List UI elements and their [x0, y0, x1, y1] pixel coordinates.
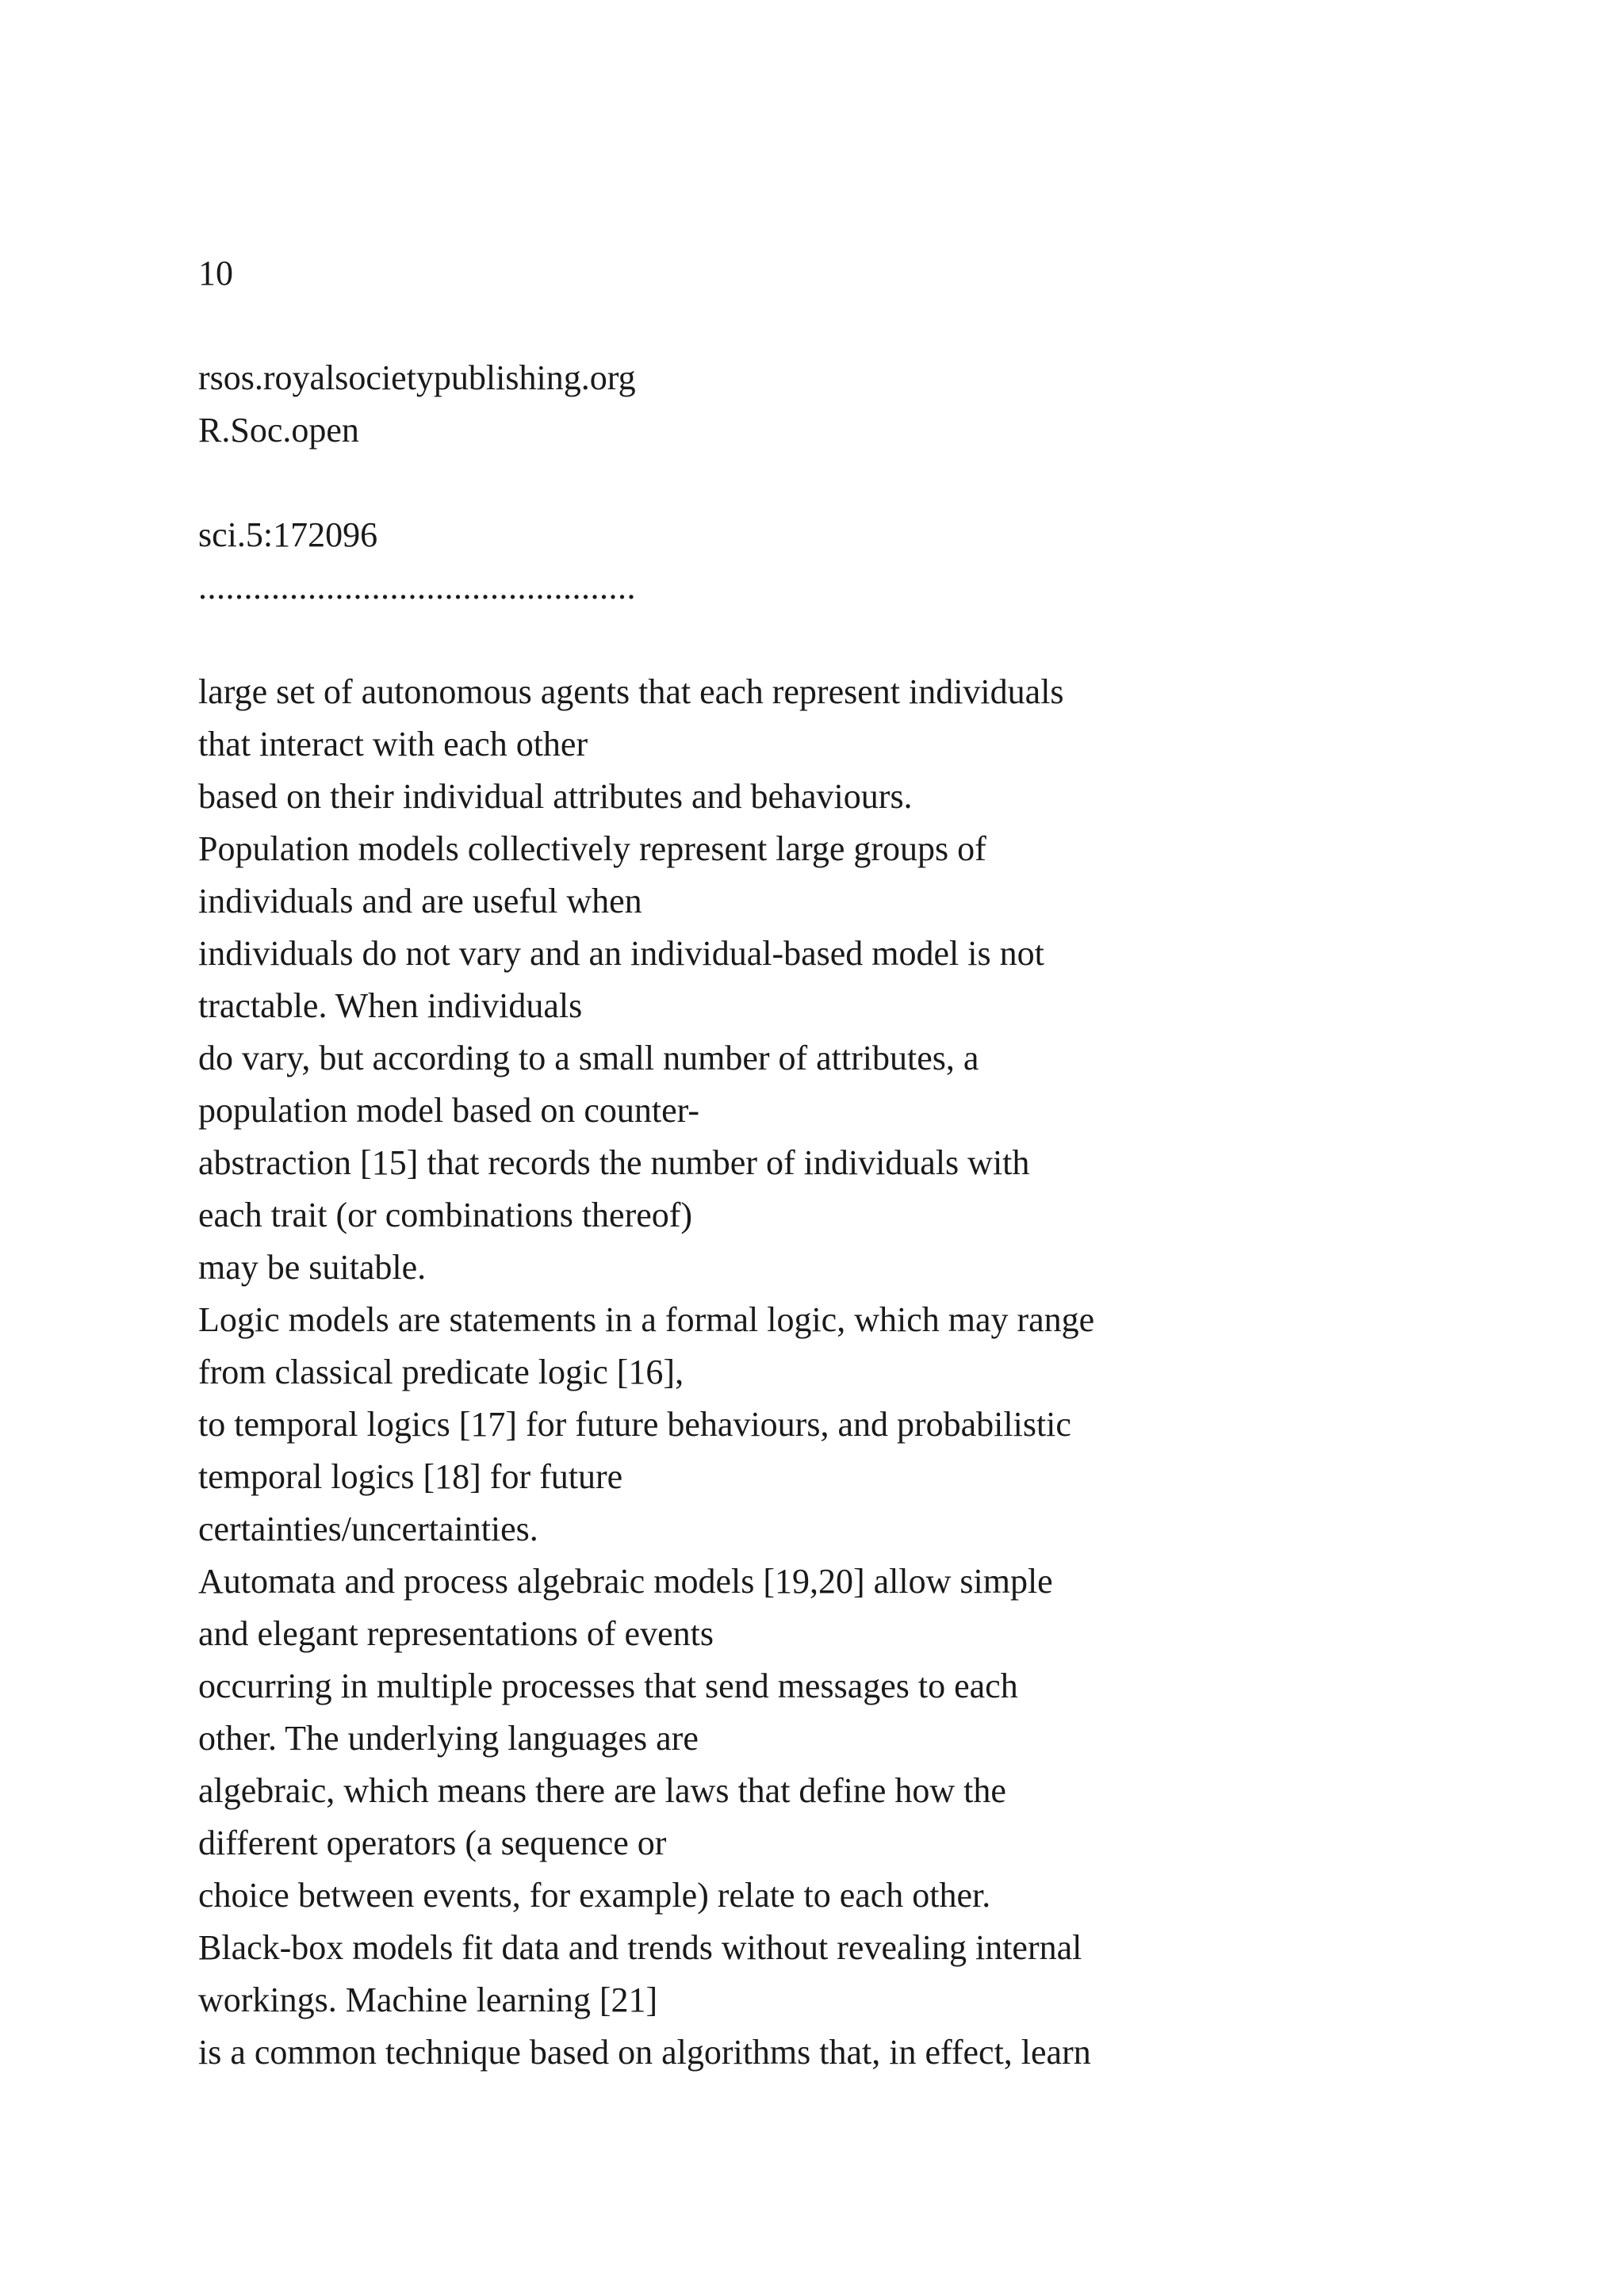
body-line: is a common technique based on algorithms that, in effect, learn: [198, 2033, 1091, 2072]
body-line: tractable. When individuals: [198, 986, 583, 1025]
body-line: from classical predicate logic [16],: [198, 1353, 684, 1391]
citation-block: [198, 509, 636, 614]
body-line: Automata and process algebraic models [19,20] allow simple: [198, 1562, 1053, 1601]
body-line: algebraic, which means there are laws that define how the: [198, 1771, 1006, 1810]
body-line: Black-box models fit data and trends without revealing internal: [198, 1928, 1082, 1967]
journal-abbrev: R.Soc.open: [198, 411, 359, 450]
body-line: that interact with each other: [198, 725, 588, 763]
body-line: Logic models are statements in a formal logic, which may range: [198, 1300, 1095, 1339]
journal-url: rsos.royalsocietypublishing.org: [198, 358, 636, 397]
body-line: each trait (or combinations thereof): [198, 1196, 693, 1234]
body-line: may be suitable.: [198, 1248, 427, 1287]
body-line: large set of autonomous agents that each represent individuals: [198, 672, 1064, 711]
citation-id: sci.5:172096: [198, 515, 378, 554]
page-number: 10: [198, 254, 233, 293]
body-line: individuals do not vary and an individual-based model is not: [198, 934, 1044, 973]
body-line: workings. Machine learning [21]: [198, 1980, 658, 2019]
journal-header: [198, 352, 636, 457]
body-line: different operators (a sequence or: [198, 1823, 667, 1862]
body-line: and elegant representations of events: [198, 1614, 714, 1653]
body-line: population model based on counter-: [198, 1091, 700, 1130]
body-line: choice between events, for example) relate to each other.: [198, 1876, 991, 1915]
body-line: to temporal logics [17] for future behaviours, and probabilistic: [198, 1405, 1071, 1444]
body-line: temporal logics [18] for future: [198, 1457, 623, 1496]
body-text: [198, 666, 1094, 2079]
body-line: abstraction [15] that records the number of individuals with: [198, 1143, 1030, 1182]
body-line: other. The underlying languages are: [198, 1719, 699, 1758]
body-line: certainties/uncertainties.: [198, 1510, 538, 1548]
body-line: occurring in multiple processes that send messages to each: [198, 1667, 1018, 1705]
dotted-rule: ................................................: [198, 568, 636, 607]
body-line: Population models collectively represent large groups of: [198, 829, 986, 868]
body-line: do vary, but according to a small number of attributes, a: [198, 1039, 979, 1077]
body-line: individuals and are useful when: [198, 882, 642, 920]
body-line: based on their individual attributes and behaviours.: [198, 777, 913, 816]
